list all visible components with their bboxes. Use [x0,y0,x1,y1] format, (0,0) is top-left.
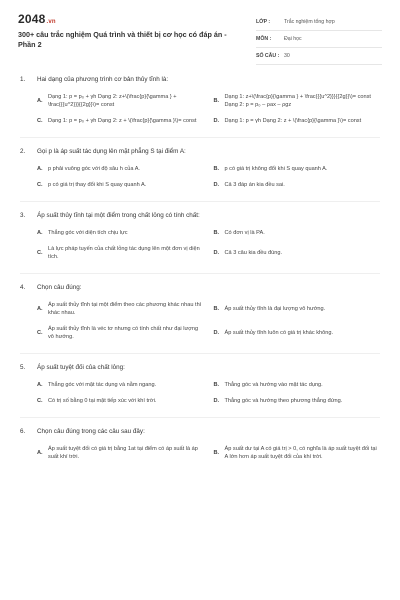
question-2 [20,148,380,189]
option-b[interactable] [214,301,381,317]
option-text: Áp suất thủy tĩnh tại một điểm theo các phương khác nhau thì khác nhau. [48,302,202,316]
option-letter: B. [213,230,220,236]
option-text: Áp suất dư tại A có giá trị > 0, có nghĩa là áp suất tuyệt đối tại A lớn hơn áp suất tuyệt đối của khí trời. [224,446,377,460]
meta-value: 30 [284,53,290,59]
option-letter: A. [37,450,43,456]
option-d[interactable] [214,181,381,189]
option-text: Dạng 1: z+\(\frac{p}{\gamma } + \frac{{{u^2}}}{{2g}}\)= const Dạng 2: p = p₀ – ρax – ρgz [224,94,371,108]
option-b[interactable] [214,445,381,461]
question-text: Áp suất tuyệt đối của chất lỏng: [37,364,125,371]
meta-question-count [256,48,382,65]
question-text: Gọi p là áp suất tác dụng lên mặt phẳng S tại điểm A: [37,148,186,155]
answer-options [20,229,380,261]
option-d[interactable] [214,117,381,125]
option-c[interactable] [37,325,204,341]
question-3 [20,212,380,261]
option-letter: B. [213,382,220,388]
answer-options [20,301,380,341]
option-letter: A. [37,98,43,104]
question-number: 1. [20,76,26,83]
option-text: Áp suất thủy tĩnh là đại lượng vô hướng. [224,306,326,312]
meta-class [256,14,382,31]
option-text: Áp suất thủy tĩnh luôn có giá trị khác không. [224,330,334,336]
option-text: Dạng 1: p = p₀ + γh Dạng 2: z+\(\frac{p}{\gamma } + \frac{{{u^2}}}{{2g}}\)= const [48,94,177,108]
logo-suffix: .vn [46,19,56,25]
meta-subject [256,31,382,48]
option-letter: B. [213,306,220,312]
divider [20,273,380,274]
question-text: Hai dạng của phương trình cơ bản thủy tĩnh là: [37,76,169,83]
divider [20,353,380,354]
option-letter: A. [37,306,43,312]
option-text: Có trị số bằng 0 tại mặt tiếp xúc với khí trời. [48,398,157,404]
question-number: 2. [20,148,26,155]
divider [20,137,380,138]
option-c[interactable] [37,117,204,125]
question-text: Chọn câu đúng: [37,284,82,291]
option-text: Áp suất thủy tĩnh là véc tơ nhưng có tính chất như đại lượng vô hướng. [48,326,199,340]
option-letter: D. [213,118,220,124]
question-number: 4. [20,284,26,291]
option-letter: C. [37,330,43,336]
document-header [18,12,382,62]
option-letter: C. [37,182,43,188]
option-text: p phải vuông góc với độ sâu h của A. [48,166,140,172]
document-meta [256,14,382,65]
option-text: p có giá trị không đổi khi S quay quanh A. [224,166,328,172]
question-1 [20,76,380,125]
option-letter: D. [213,330,220,336]
meta-key: SỐ CÂU : [256,53,280,59]
option-d[interactable] [214,245,381,261]
option-letter: B. [213,166,220,172]
option-letter: D. [213,250,220,256]
question-text: Áp suất thủy tĩnh tại một điểm trong chất lỏng có tính chất: [37,212,200,219]
question-list [20,76,380,473]
question-number: 6. [20,428,26,435]
option-a[interactable] [37,93,204,109]
option-text: Có đơn vị là PA. [224,230,265,236]
option-text: Thẳng góc và hướng theo phương thẳng đứng. [224,398,343,404]
document-title: 300+ câu trắc nghiệm Quá trình và thiết bị cơ học có đáp án - Phần 2 [18,30,227,49]
meta-value: Đại học [284,36,302,42]
option-a[interactable] [37,445,204,461]
option-text: Áp suất tuyệt đối có giá trị bằng 1at tại điểm có áp suất là áp suất khí trời. [48,446,198,460]
logo-main: 2048 [18,12,46,26]
question-text: Chọn câu đúng trong các câu sau đây: [37,428,145,435]
meta-key: MÔN : [256,36,272,42]
option-a[interactable] [37,381,204,389]
option-text: Dạng 1: p = p₀ + γh Dạng 2: z + \(\frac{p}{\gamma }\)= const [48,118,197,124]
question-number: 3. [20,212,26,219]
option-c[interactable] [37,397,204,405]
option-a[interactable] [37,301,204,317]
answer-options [20,165,380,189]
answer-options [20,93,380,125]
option-text: Thẳng góc với diện tích chịu lực [48,230,128,236]
option-letter: A. [37,166,43,172]
question-number: 5. [20,364,26,371]
option-text: Thẳng góc và hướng vào mặt tác dụng. [224,382,323,388]
question-4 [20,284,380,341]
option-a[interactable] [37,229,204,237]
option-b[interactable] [214,229,381,237]
option-letter: C. [37,118,43,124]
option-text: Cả 3 câu kia đều đúng. [224,250,283,256]
divider [20,417,380,418]
option-text: p có giá trị thay đổi khi S quay quanh A. [48,182,147,188]
option-c[interactable] [37,181,204,189]
option-a[interactable] [37,165,204,173]
option-b[interactable] [214,93,381,109]
option-letter: B. [213,450,220,456]
divider [20,201,380,202]
option-letter: B. [213,98,220,104]
option-letter: A. [37,230,43,236]
option-letter: C. [37,250,43,256]
option-b[interactable] [214,165,381,173]
option-d[interactable] [214,325,381,341]
option-letter: D. [213,182,220,188]
option-text: Dạng 1: p = γh Dạng 2: z + \(\frac{p}{\gamma }\)= const [224,118,362,124]
option-b[interactable] [214,381,381,389]
meta-key: LỚP : [256,19,271,25]
option-d[interactable] [214,397,381,405]
option-c[interactable] [37,245,204,261]
site-logo[interactable] [18,12,56,26]
option-text: Cả 3 đáp án kia đều sai. [224,182,285,188]
meta-value: Trắc nghiệm tổng hợp [284,19,335,25]
answer-options [20,445,380,461]
option-letter: C. [37,398,43,404]
option-text: Là lực pháp tuyến của chất lỏng tác dụng lên một đơn vị diện tích. [48,246,200,260]
option-letter: D. [213,398,220,404]
option-text: Thẳng góc với mặt tác dụng và nằm ngang. [48,382,157,388]
answer-options [20,381,380,405]
question-6 [20,428,380,461]
question-5 [20,364,380,405]
option-letter: A. [37,382,43,388]
